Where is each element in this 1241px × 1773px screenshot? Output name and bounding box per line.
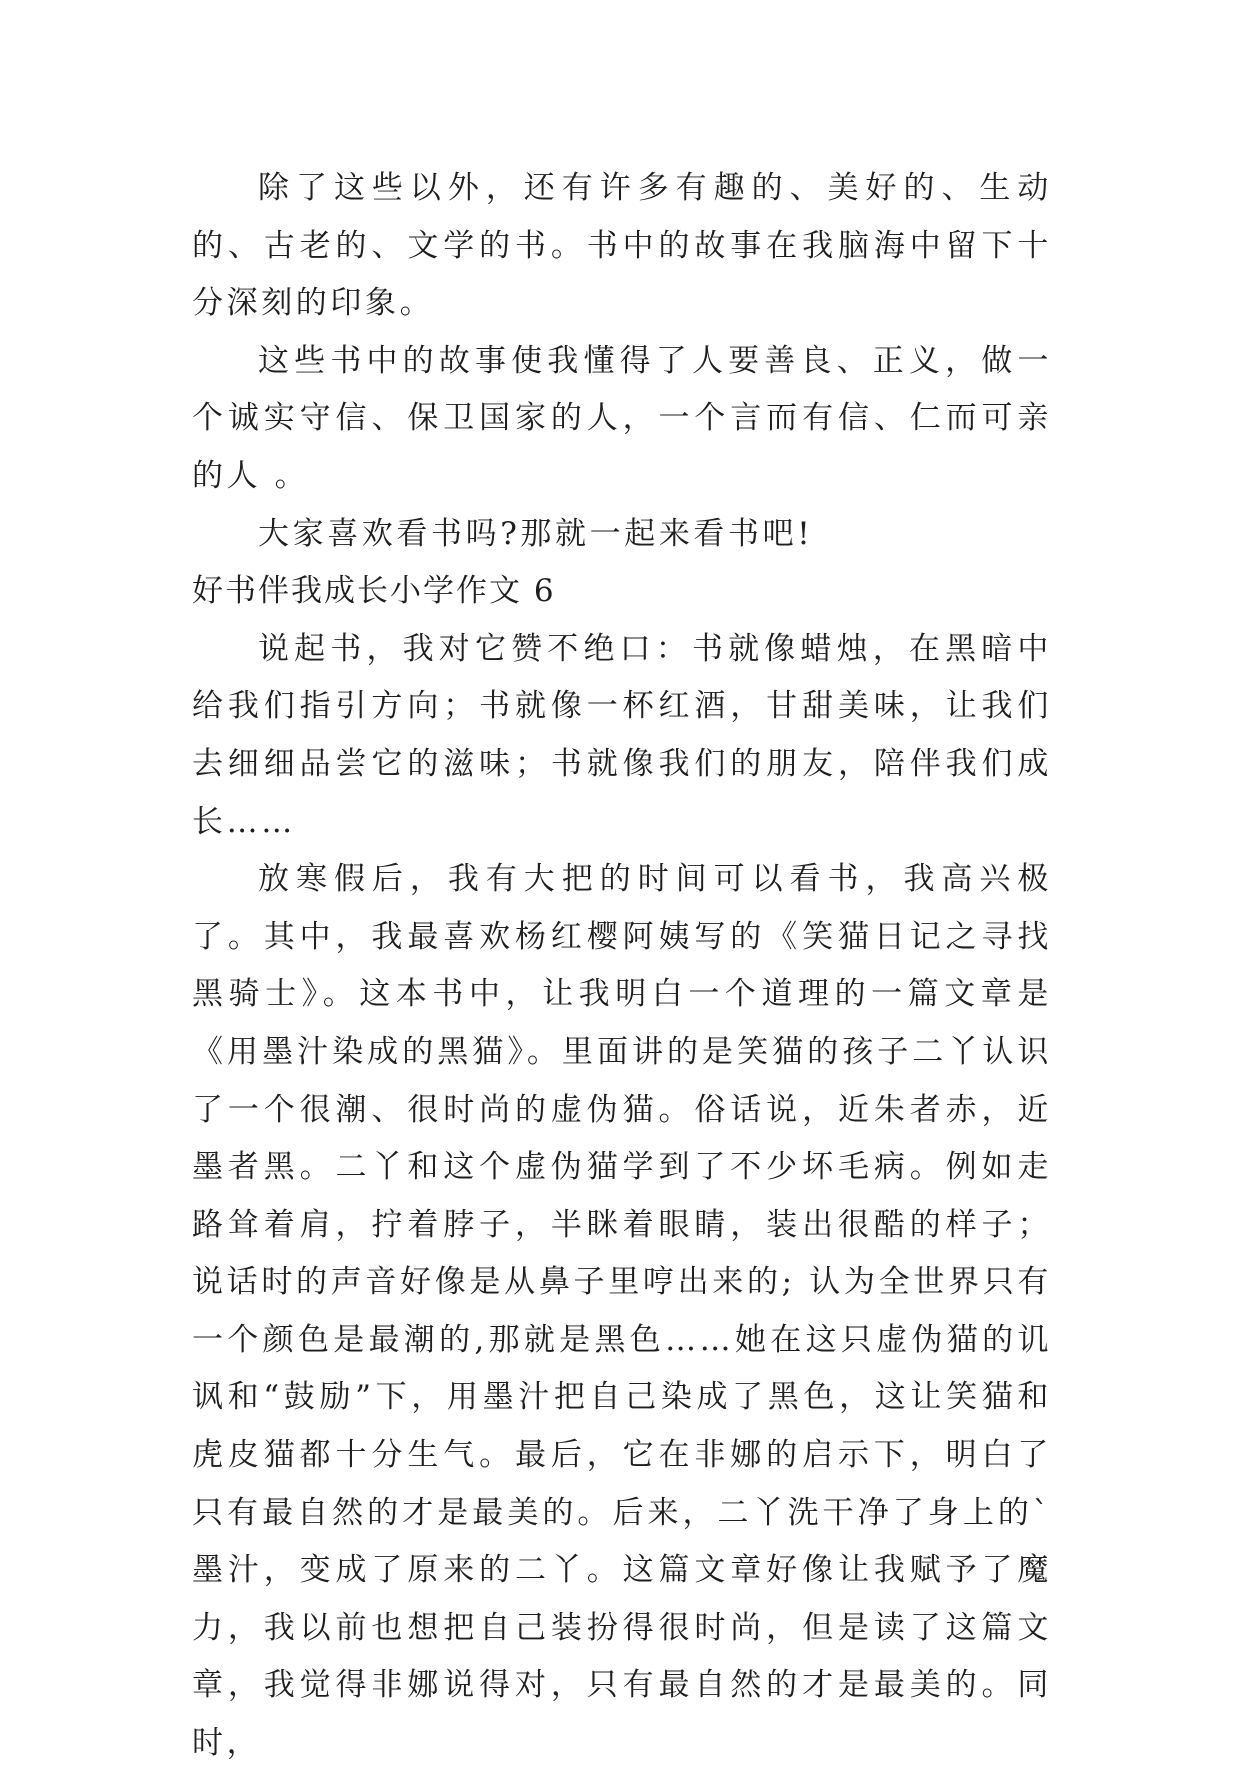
essay-heading: 好书伴我成长小学作文 6 [192,573,556,610]
paragraph-3: 大家喜欢看书吗?那就一起来看书吧! [258,515,814,552]
paragraph-4: 说起书，我对它赞不绝口：书就像蜡烛，在黑暗中给我们指引方向；书就像一杯红酒，甘甜美味，让我们去细细品尝它的滋味；书就像我们的朋友，陪伴我们成长…… [192,630,1052,840]
paragraph-5: 放寒假后，我有大把的时间可以看书，我高兴极了。其中，我最喜欢杨红樱阿姨写的《笑猫日记之寻找黑骑士》。这本书中，让我明白一个道理的一篇文章是《用墨汁染成的黑猫》。里面讲的是笑猫的孩子二丫认识了一个很潮、很时尚的虚伪猫。俗话说，近朱者赤，近墨者黑。二丫和这个虚伪猫学到了不少坏毛病。例如走路耸着肩，拧着脖子，半眯着眼睛，装出很酷的样子；说话时的声音好像是从鼻子里哼出来的; 认为全世界只有一个颜色是最潮的,那就是黑色……她在这只虚伪猫的讥讽和“鼓励”下，用墨汁把自己染成了黑色，这让笑猫和虎皮猫都十分生气。最后，它在非娜的启示下，明白了只有最自然的才是最美的。后来，二丫洗干净了身上的`墨汁，变成了原来的二丫。这篇文章好像让我赋予了魔力，我以前也想把自己装扮得很时尚，但是读了这篇文章，我觉得非娜说得对，只有最自然的才是最美的。同时， [192,861,1052,1762]
document-body [192,160,1052,1773]
paragraph-2: 这些书中的故事使我懂得了人要善良、正义，做一个诚实守信、保卫国家的人，一个言而有信、仁而可亲的人 。 [192,342,1052,494]
paragraph-1: 除了这些以外，还有许多有趣的、美好的、生动的、古老的、文学的书。书中的故事在我脑海中留下十分深刻的印象。 [192,170,1052,322]
